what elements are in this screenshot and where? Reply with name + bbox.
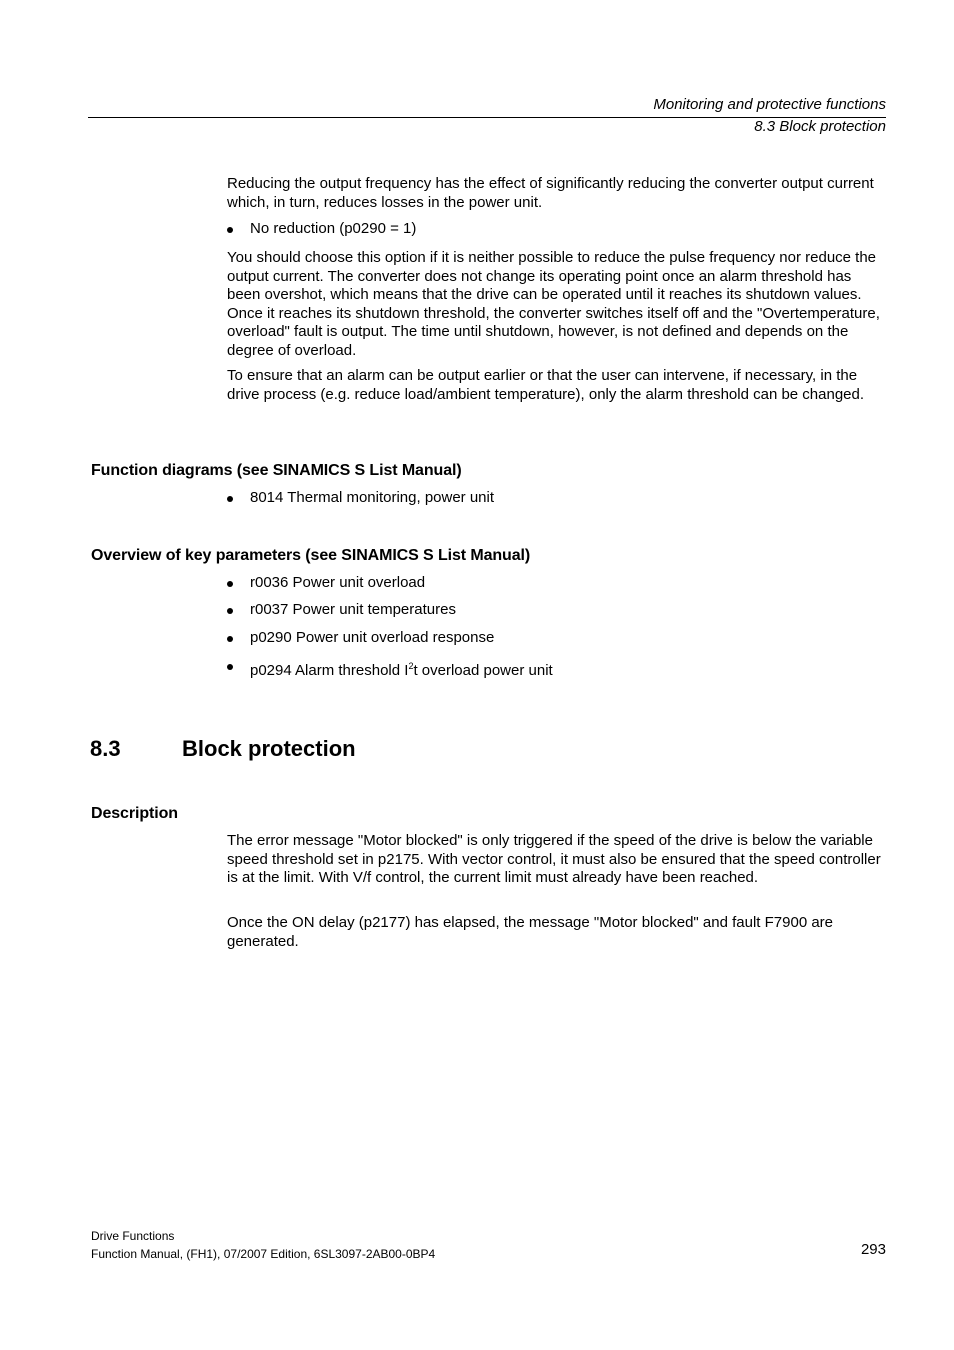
key-parameters-heading: Overview of key parameters (see SINAMICS S List Manual) xyxy=(91,547,531,564)
bullet-dot xyxy=(227,581,233,587)
header-chapter: Monitoring and protective functions xyxy=(653,96,886,113)
bullet-dot xyxy=(227,227,233,233)
footer-info: Drive Functions Function Manual, (FH1), 07/2007 Edition, 6SL3097-2AB00-0BP4 xyxy=(91,1229,436,1261)
bullet-dot xyxy=(227,496,233,502)
header-rule xyxy=(88,117,886,118)
page-number: 293 xyxy=(860,1241,886,1258)
paragraph-on-delay: Once the ON delay (p2177) has elapsed, the message "Motor blocked" and fault F7900 are generated. xyxy=(227,914,834,950)
document-page: Monitoring and protective functions 8.3 Block protection Reducing the output frequency has the effect of significantly reducing the converter output current which, in turn, reduces losses in the power unit. No reduction (p0290 = 1) You should choose this option if it is neither possible to reduce the pulse frequency nor reduce the output current. The converter does not change its operating point once an alarm threshold has been overshot, which means that the drive can be operated until it reaches its shutdown values. Once it reaches its shutdown threshold, the converter switches itself off and the "Overtemperature, overload" fault is output. The time until shutdown, however, is not defined and depends on the degree of overload. To ensure that an alarm can be output earlier or that the user can intervene, if necessary, in the drive process (e.g. reduce load/ambient temperature), only the alarm threshold can be changed. Function diagrams (see SINAMICS S List Manual) 8014 Thermal monitoring, power unit Overview of key parameters (see SINAMICS S List Manual) r0036 Power unit overload r0037 Power unit temperatures p0290 Power unit overload response p0294 Alarm threshold $I^2t$ overload power unit 8.3 Block protection Description The error message "Motor blocked" is only triggered if the speed of the drive is below the variable speed threshold set in p2175. With vector control, it must also be ensured that the speed controller is at the limit. With V/f control, the current limit must already have been reached. Once the ON delay (p2177) has elapsed, the message "Motor blocked" and fault F7900 are generated. Drive Functions Function Manual, (FH1), 07/2007 Edition, 6SL3097-2AB00-0BP4 293 xyxy=(90,96,886,1261)
paragraph-output-frequency: Reducing the output frequency has the effect of significantly reducing the converter output current which, in turn, reduces losses in the power unit. xyxy=(227,175,874,211)
paragraph-motor-blocked: The error message "Motor blocked" is only triggered if the speed of the drive is below the variable speed threshold set in p2175. With vector control, it must also be ensured that the speed controller is at the limit. With V/f control, the current limit must already have been reached. xyxy=(227,832,881,886)
paragraph-alarm-threshold: To ensure that an alarm can be output earlier or that the user can intervene, if necessary, in the drive process (e.g. reduce load/ambient temperature), only the alarm threshold can be changed. xyxy=(227,367,865,403)
description-heading: Description xyxy=(91,805,178,822)
section-number: 8.3 xyxy=(90,736,121,761)
bullet-dot xyxy=(227,664,233,670)
section-title: Block protection xyxy=(182,736,356,761)
running-header xyxy=(653,94,886,138)
bullet-dot xyxy=(227,636,233,642)
bullet-dot xyxy=(227,608,233,614)
function-diagrams-heading: Function diagrams (see SINAMICS S List Manual) xyxy=(91,462,462,479)
header-section: 8.3 Block protection xyxy=(754,118,886,135)
paragraph-no-reduction: You should choose this option if it is neither possible to reduce the pulse frequency nor reduce the output current. The converter does not change its operating point once an alarm threshold has been overshot, which means that the drive can be operated until it reaches its shutdown values. Once it reaches its shutdown threshold, the converter switches itself off and the "Overtemperature, overload" fault is output. The time until shutdown, however, is not defined and depends on the degree of overload. xyxy=(227,249,880,359)
